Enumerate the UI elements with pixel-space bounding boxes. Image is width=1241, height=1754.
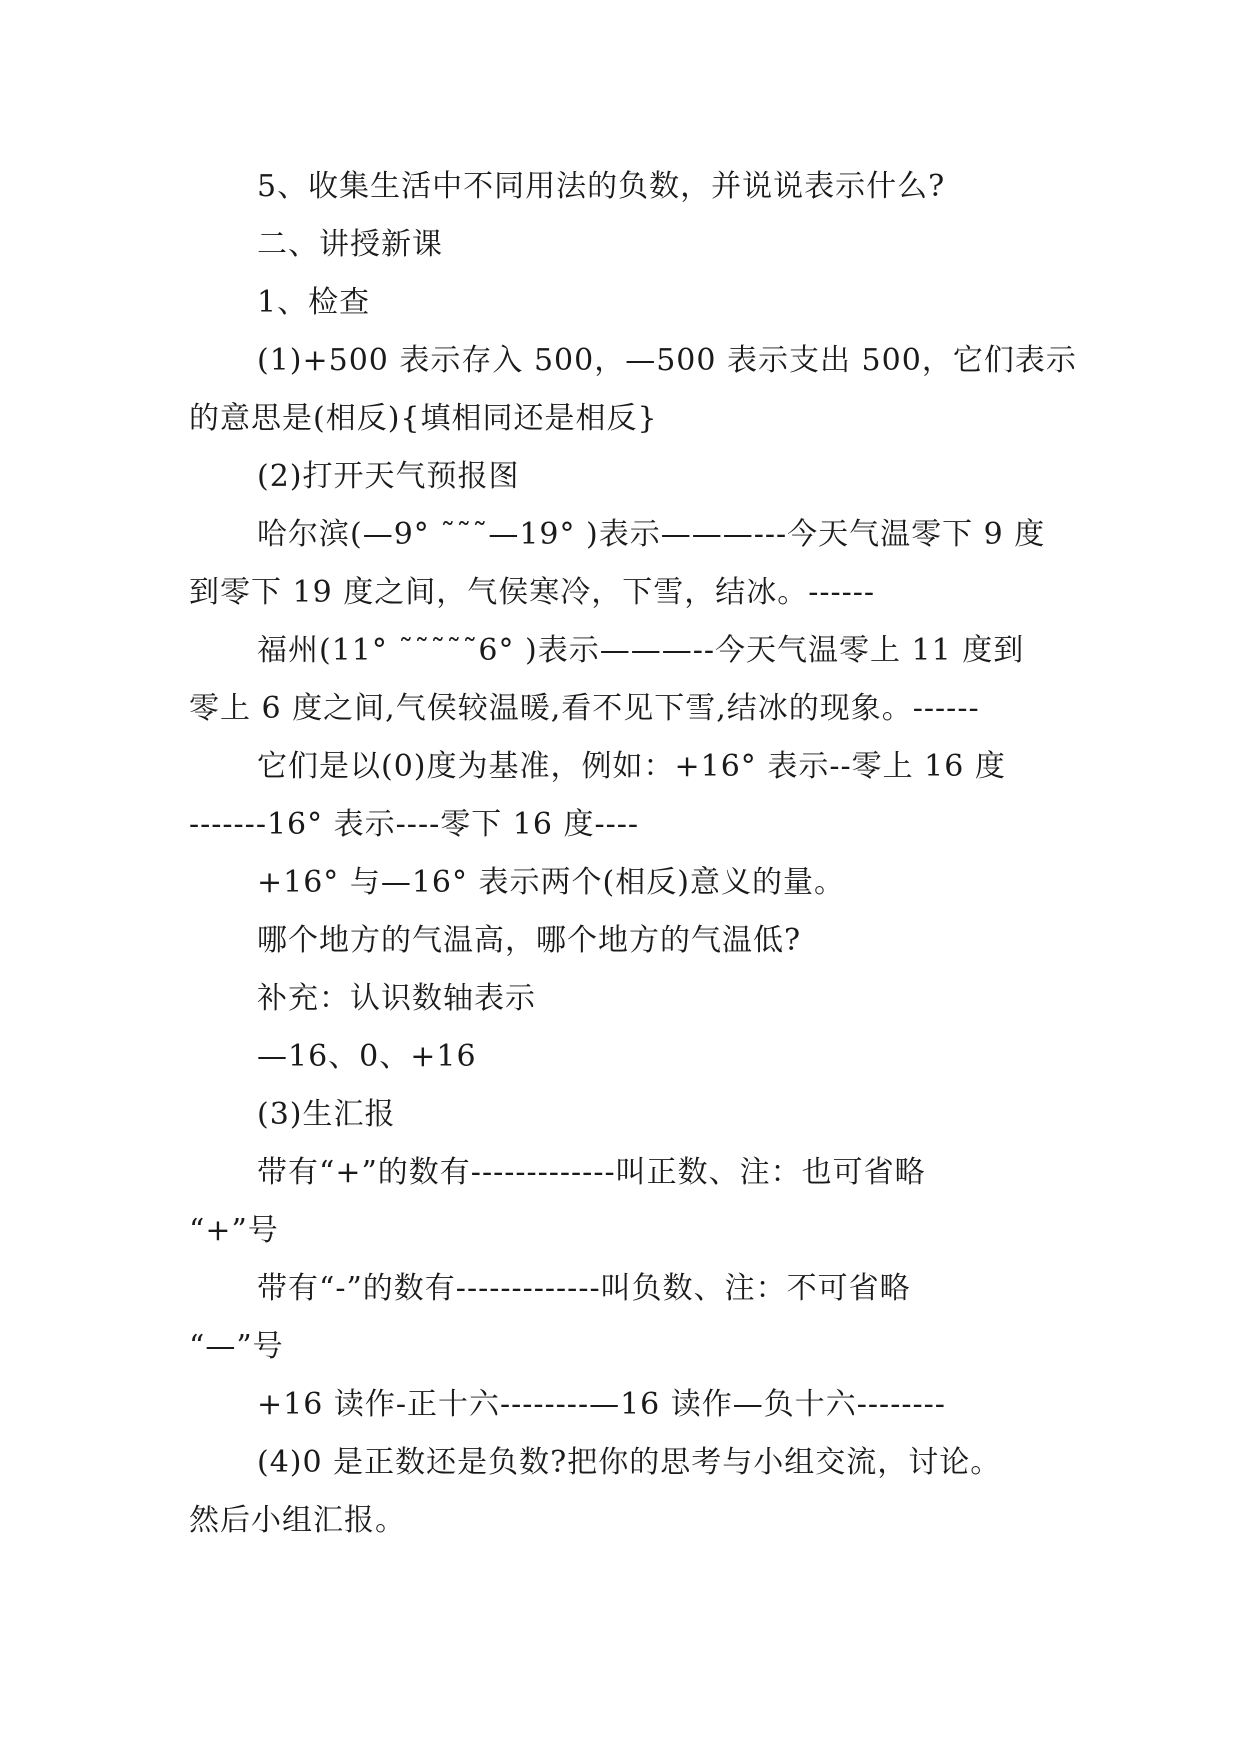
text-line: 补充：认识数轴表示	[257, 981, 536, 1016]
text-line: (4)0 是正数还是负数?把你的思考与小组交流，讨论。	[257, 1445, 1002, 1480]
text-line: 带有“+”的数有-------------叫正数、注：也可省略	[257, 1155, 926, 1190]
text-line: 哪个地方的气温高，哪个地方的气温低?	[257, 923, 802, 958]
text-line: “+”号	[189, 1213, 279, 1248]
text-line: 零上 6 度之间,气侯较温暖,看不见下雪,结冰的现象。------	[189, 691, 980, 726]
text-line: 哈尔滨(—9° ˜˜˜—19° )表示———---今天气温零下 9 度	[257, 517, 1046, 552]
text-line: (1)+500 表示存入 500，—500 表示支出 500，它们表示	[257, 343, 1077, 378]
section-heading: 二、讲授新课	[257, 227, 443, 262]
text-line: (3)生汇报	[257, 1097, 396, 1132]
text-line: —16、0、+16	[257, 1039, 477, 1074]
text-line: 带有“-”的数有-------------叫负数、注：不可省略	[257, 1271, 911, 1306]
text-line: 福州(11° ˜˜˜˜˜6° )表示———--今天气温零上 11 度到	[257, 633, 1025, 668]
document-body	[189, 158, 1077, 1550]
text-line: +16 读作-正十六--------—16 读作—负十六--------	[257, 1387, 946, 1422]
text-line: 它们是以(0)度为基准，例如：+16° 表示--零上 16 度	[257, 749, 1006, 784]
text-line: (2)打开天气预报图	[257, 459, 520, 494]
text-line: +16° 与—16° 表示两个(相反)意义的量。	[257, 865, 845, 900]
text-line: 5、收集生活中不同用法的负数，并说说表示什么?	[257, 169, 946, 204]
text-line: 到零下 19 度之间，气侯寒冷，下雪，结冰。------	[189, 575, 876, 610]
text-line: “—”号	[189, 1329, 284, 1364]
text-line: -------16° 表示----零下 16 度----	[189, 807, 640, 842]
subsection-heading: 1、检查	[257, 285, 371, 320]
text-line: 的意思是(相反){填相同还是相反}	[189, 401, 658, 436]
text-line: 然后小组汇报。	[189, 1503, 406, 1538]
